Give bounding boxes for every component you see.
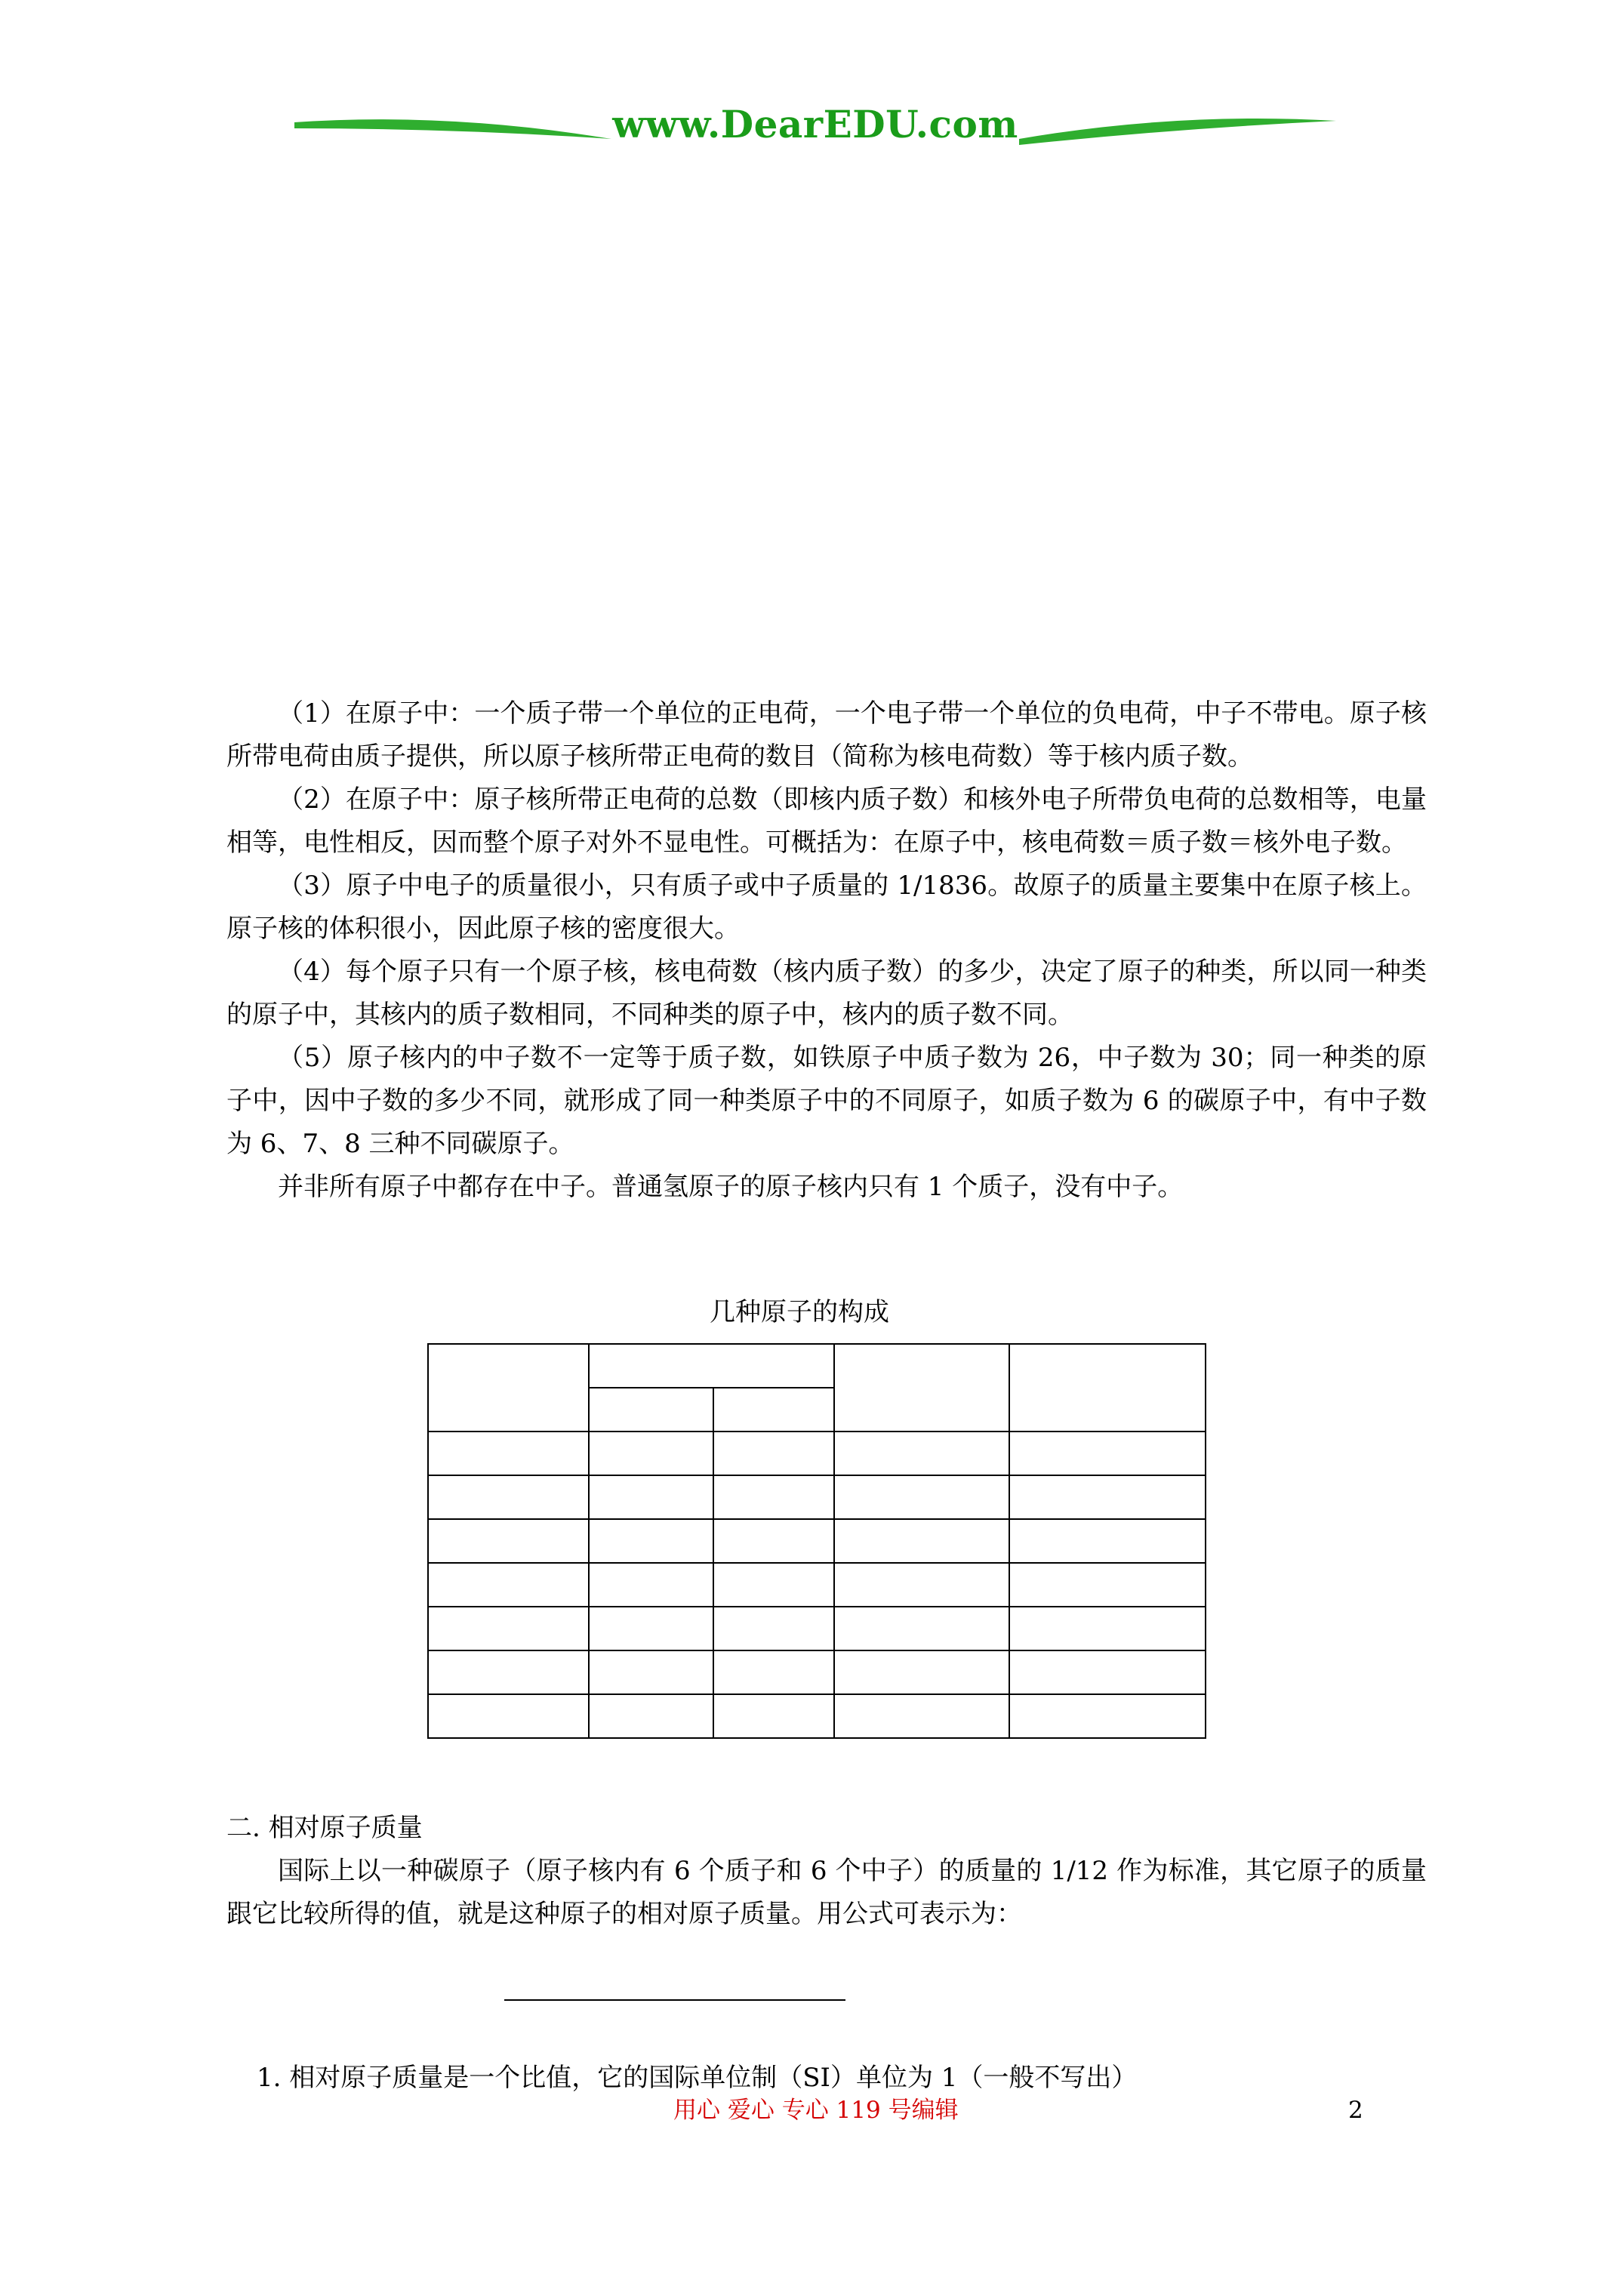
table-row xyxy=(428,1475,1206,1519)
paragraph-4: （4）每个原子只有一个原子核，核电荷数（核内质子数）的多少，决定了原子的种类，所以同一种类的原子中，其核内的质子数相同，不同种类的原子中，核内的质子数不同。 xyxy=(226,957,1427,1030)
relative-mass-definition: 国际上以一种碳原子（原子核内有 6 个质子和 6 个中子）的质量的 1/12 作为标准，其它原子的质量跟它比较所得的值，就是这种原子的相对原子质量。用公式可表示为： xyxy=(226,1856,1427,1929)
table-row xyxy=(428,1519,1206,1563)
paragraph-2: （2）在原子中：原子核所带正电荷的总数（即核内质子数）和核外电子所带负电荷的总数相等，电量相等，电性相反，因而整个原子对外不显电性。可概括为：在原子中，核电荷数＝质子数＝核外电子数。 xyxy=(226,784,1427,858)
table-row xyxy=(428,1694,1206,1738)
section2-body xyxy=(226,1850,1427,1936)
table-row xyxy=(428,1607,1206,1650)
formula-blank-line xyxy=(504,1999,845,2001)
table-header-row xyxy=(428,1344,1206,1388)
table-row xyxy=(428,1650,1206,1694)
atom-structure-text xyxy=(226,692,1427,1209)
site-logo-text[interactable]: www.DearEDU.com xyxy=(612,102,1018,146)
right-swoosh-icon xyxy=(1019,106,1336,151)
paragraph-5: （5）原子核内的中子数不一定等于质子数，如铁原子中质子数为 26，中子数为 30；同一种类的原子中，因中子数的多少不同，就形成了同一种类原子中的不同原子，如质子数为 6 的碳原子中，有中子数为 6、7、8 三种不同碳原子。 xyxy=(226,1043,1427,1159)
table-header-cell xyxy=(428,1344,589,1432)
table-header-cell xyxy=(589,1388,713,1432)
atom-composition-table xyxy=(427,1343,1206,1739)
paragraph-3: （3）原子中电子的质量很小，只有质子或中子质量的 1/1836。故原子的质量主要集中在原子核上。原子核的体积很小，因此原子核的密度很大。 xyxy=(226,871,1427,944)
paragraph-1: （1）在原子中：一个质子带一个单位的正电荷，一个电子带一个单位的负电荷，中子不带电。原子核所带电荷由质子提供，所以原子核所带正电荷的数目（简称为核电荷数）等于核内质子数。 xyxy=(226,698,1427,772)
table-header-cell xyxy=(1009,1344,1206,1432)
paragraph-6: 并非所有原子中都存在中子。普通氢原子的原子核内只有 1 个质子，没有中子。 xyxy=(278,1172,1184,1202)
page-number: 2 xyxy=(1348,2097,1363,2124)
list-item-1: 1. 相对原子质量是一个比值，它的国际单位制（SI）单位为 1（一般不写出） xyxy=(257,2063,1138,2093)
table-header-cell xyxy=(713,1388,834,1432)
section2-heading: 二. 相对原子质量 xyxy=(226,1813,423,1843)
left-swoosh-icon xyxy=(294,106,611,151)
site-header xyxy=(294,91,1336,166)
footer-slogan: 用心 爱心 专心 119 号编辑 xyxy=(673,2097,959,2124)
table-caption: 几种原子的构成 xyxy=(710,1297,889,1327)
table-row xyxy=(428,1432,1206,1475)
table-row xyxy=(428,1563,1206,1607)
table-header-cell xyxy=(589,1344,834,1388)
table-header-cell xyxy=(834,1344,1009,1432)
